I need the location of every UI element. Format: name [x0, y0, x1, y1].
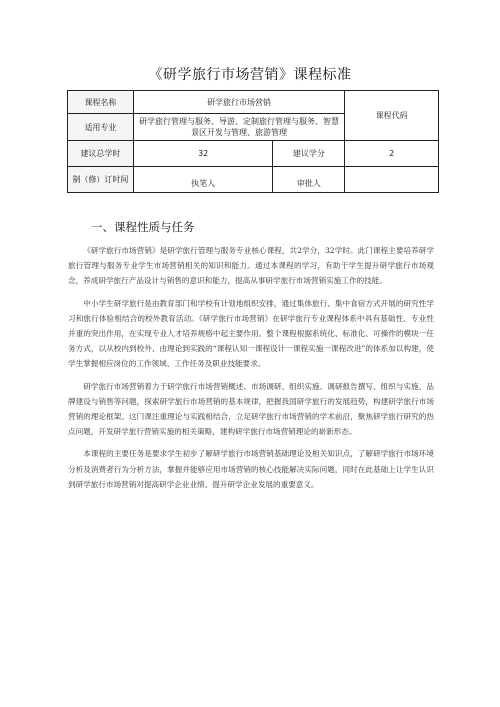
- course-code-label-text: 课程代码: [375, 111, 408, 120]
- major-label: 适用专业: [68, 114, 134, 141]
- paragraph: 《研学旅行市场营销》是研学旅行管理与服务专业核心课程，共2学分，32学时。此门课程主要培养研学旅行管理与服务专业学生市场营销相关的知识和能力。通过本课程的学习，有助于学生提升研学旅行市场观念，养成研学旅行产品设计与销售的意识和能力，提高从事研学旅行市场营销实施工作的技能。: [68, 246, 434, 286]
- author-label: 执笔人: [133, 167, 273, 193]
- paragraph: 中小学生研学旅行是由教育部门和学校有计划地组织安排，通过集体旅行、集中食宿方式开展的研究性学习和旅行体验相结合的校外教育活动。《研学旅行市场营销》在研学旅行专业课程体系中具有基础性、专业性并重的突出作用，在实现专业人才培养规格中起主要作用。整个课程根据系统化、标准化、可操作的模块一任务方式，以从校内到校外、由理论到实践的“课程认知一课程设计一课程实施一课程改进”的体系加以构建，使学生掌握相应岗位的工作领域、工作任务及职业技能要求。: [68, 298, 434, 369]
- table-row: [68, 167, 439, 193]
- course-name-label: 课程名称: [68, 91, 134, 114]
- credits-value: 2: [345, 141, 439, 167]
- revision-label: 制（修）订时间: [68, 167, 134, 193]
- major-value: 研学旅行管理与服务、导游、定制旅行管理与服务、智慧景区开发与管理、旅游管理: [133, 114, 344, 141]
- table-row: [68, 91, 439, 114]
- paragraph: 研学旅行市场营销着力于研学旅行市场营销概述、市场调研、组织实施、调研报告撰写、组织与实施、品牌建设与销售等问题，探索研学旅行市场营销的基本规律，把握我国研学旅行的发展趋势，构建研学旅行市场营销的理论框架。这门课注重理论与实践相结合，立足研学旅行市场营销的学术前沿，聚焦研学旅行研究的热点问题，开发研学旅行营销实施的相关策略，建构研学旅行市场营销理论的崭新形态。: [68, 381, 434, 437]
- table-row: [68, 141, 439, 167]
- course-info-table: [67, 90, 439, 193]
- paragraph: 本课程的主要任务是要求学生初步了解研学旅行市场营销基础理论及相关知识点，了解研学旅行市场环境分析及消费者行为分析方法，掌握并能够应用市场营销的核心技能解决实际问题，同时在此基础上让学生认识到研学旅行市场营销对提高研学企业业绩、提升研学企业发展的重要意义。: [68, 449, 434, 489]
- course-code-label: [345, 91, 439, 141]
- approver-label: 审批人: [273, 167, 345, 193]
- hours-value: 32: [133, 141, 273, 167]
- approver-value: [345, 167, 439, 193]
- section-body: [68, 243, 434, 499]
- section-heading: 一、课程性质与任务: [91, 220, 195, 234]
- credits-label: 建议学分: [273, 141, 345, 167]
- course-name-value: 研学旅行市场营销: [133, 91, 344, 114]
- document-title: 《研学旅行市场营销》课程标准: [148, 67, 352, 83]
- hours-label: 建议总学时: [68, 141, 134, 167]
